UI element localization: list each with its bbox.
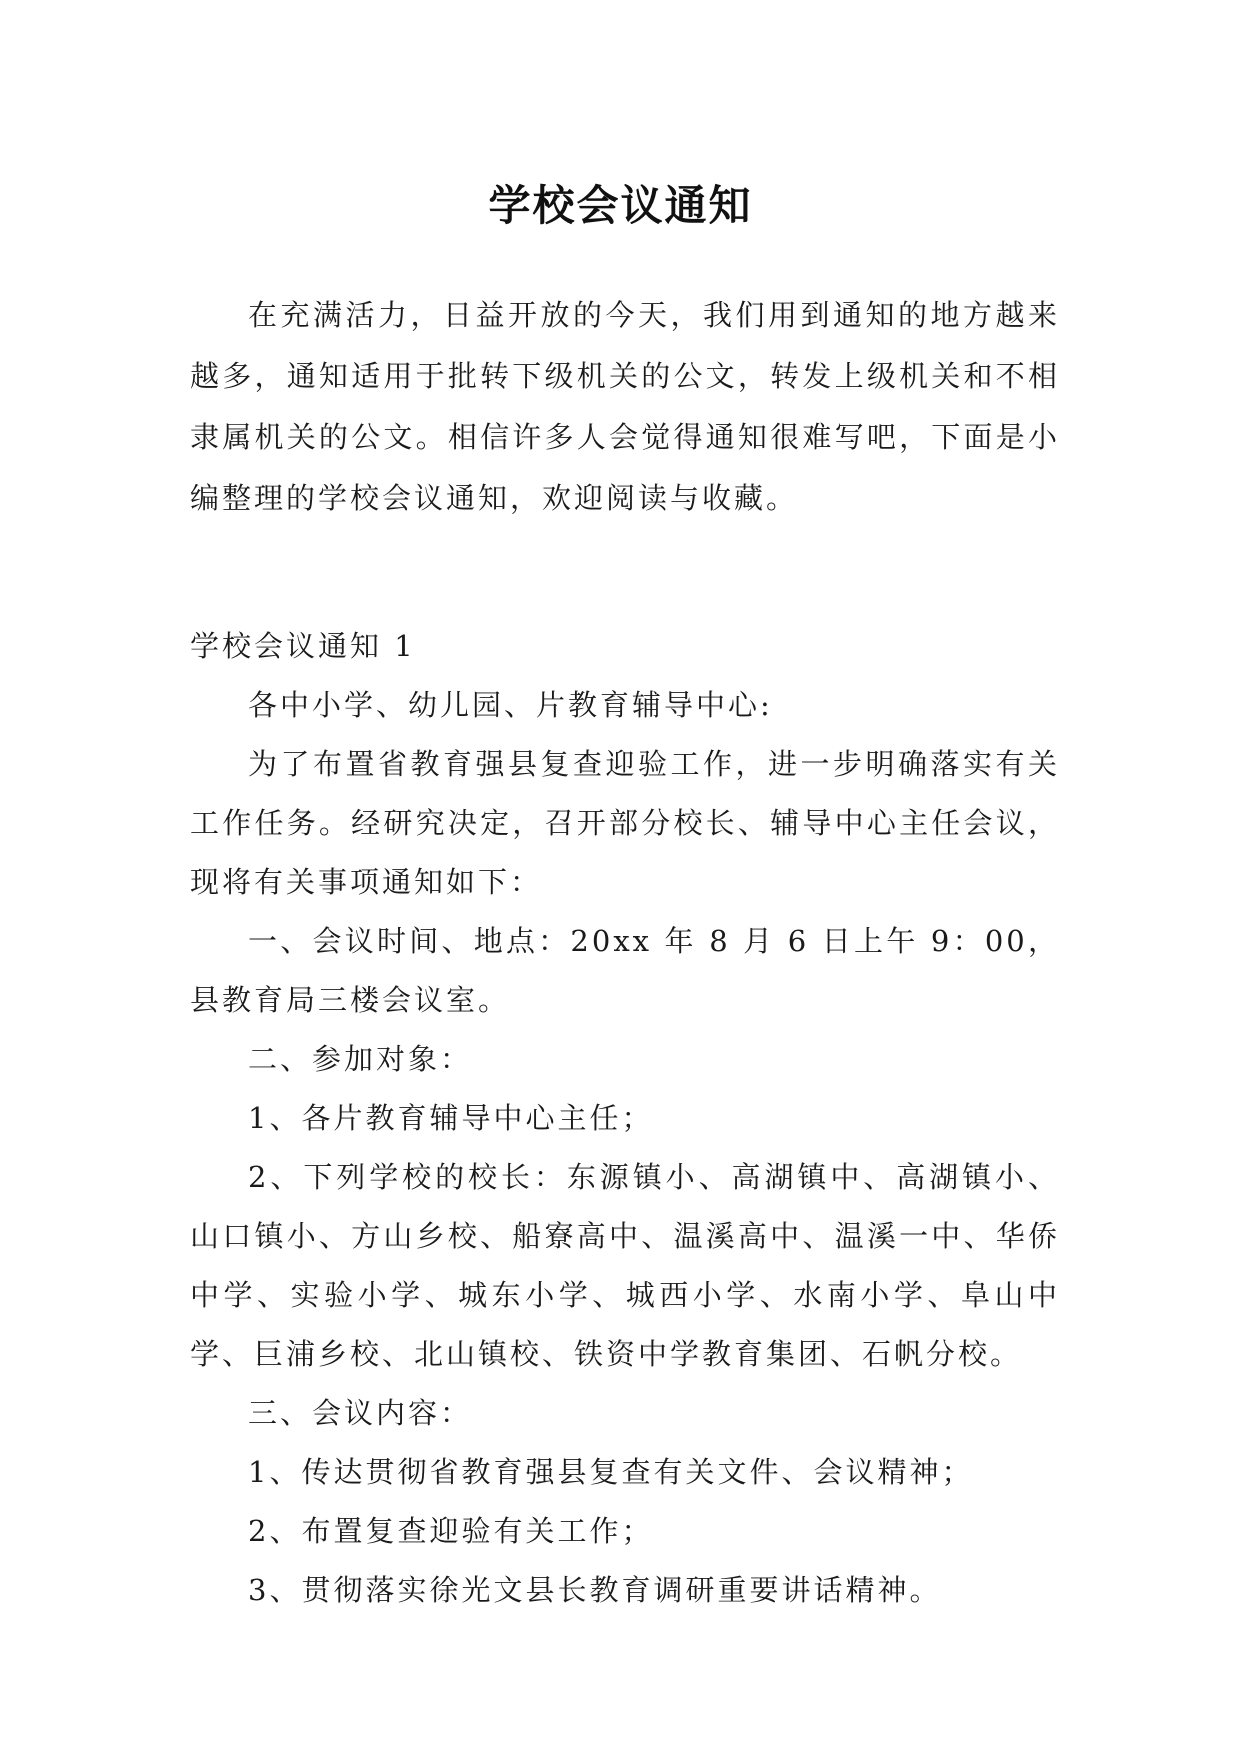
notice-item-participants: 二、参加对象： [248,1042,473,1076]
notice-participant-principals: 2、下列学校的校长：东源镇小、高湖镇中、高湖镇小、山口镇小、方山乡校、船寮高中、温溪高中、温溪一中、华侨中学、实验小学、城东小学、城西小学、水南小学、阜山中学、巨浦乡校、北山镇校、铁资中学教育集团、石帆分校。 [190,1160,1060,1371]
notice-content-item-3: 3、贯彻落实徐光文县长教育调研重要讲话精神。 [248,1573,942,1607]
intro-paragraph: 在充满活力，日益开放的今天，我们用到通知的地方越来越多，通知适用于批转下级机关的公文，转发上级机关和不相隶属机关的公文。相信许多人会觉得通知很难写吧，下面是小编整理的学校会议通知，欢迎阅读与收藏。 [190,298,1060,515]
document-title: 学校会议通知 [488,181,753,231]
notice-salutation: 各中小学、幼儿园、片教育辅导中心: [248,688,773,722]
document-content [190,285,1060,1620]
notice-content-item-2: 2、布置复查迎验有关工作； [248,1514,654,1548]
intro-section [190,285,1060,529]
notice-participant-directors: 1、各片教育辅导中心主任； [248,1101,654,1135]
notice-heading: 学校会议通知 1 [190,629,416,663]
notice-purpose: 为了布置省教育强县复查迎验工作，进一步明确落实有关工作任务。经研究决定，召开部分校长、辅导中心主任会议，现将有关事项通知如下： [190,747,1060,899]
notice-section [190,617,1060,1620]
notice-content-item-1: 1、传达贯彻省教育强县复查有关文件、会议精神； [248,1455,974,1489]
notice-item-content: 三、会议内容： [248,1396,473,1430]
notice-item-time-location: 一、会议时间、地点：20xx 年 8 月 6 日上午 9：00，县教育局三楼会议室。 [190,924,1060,1017]
